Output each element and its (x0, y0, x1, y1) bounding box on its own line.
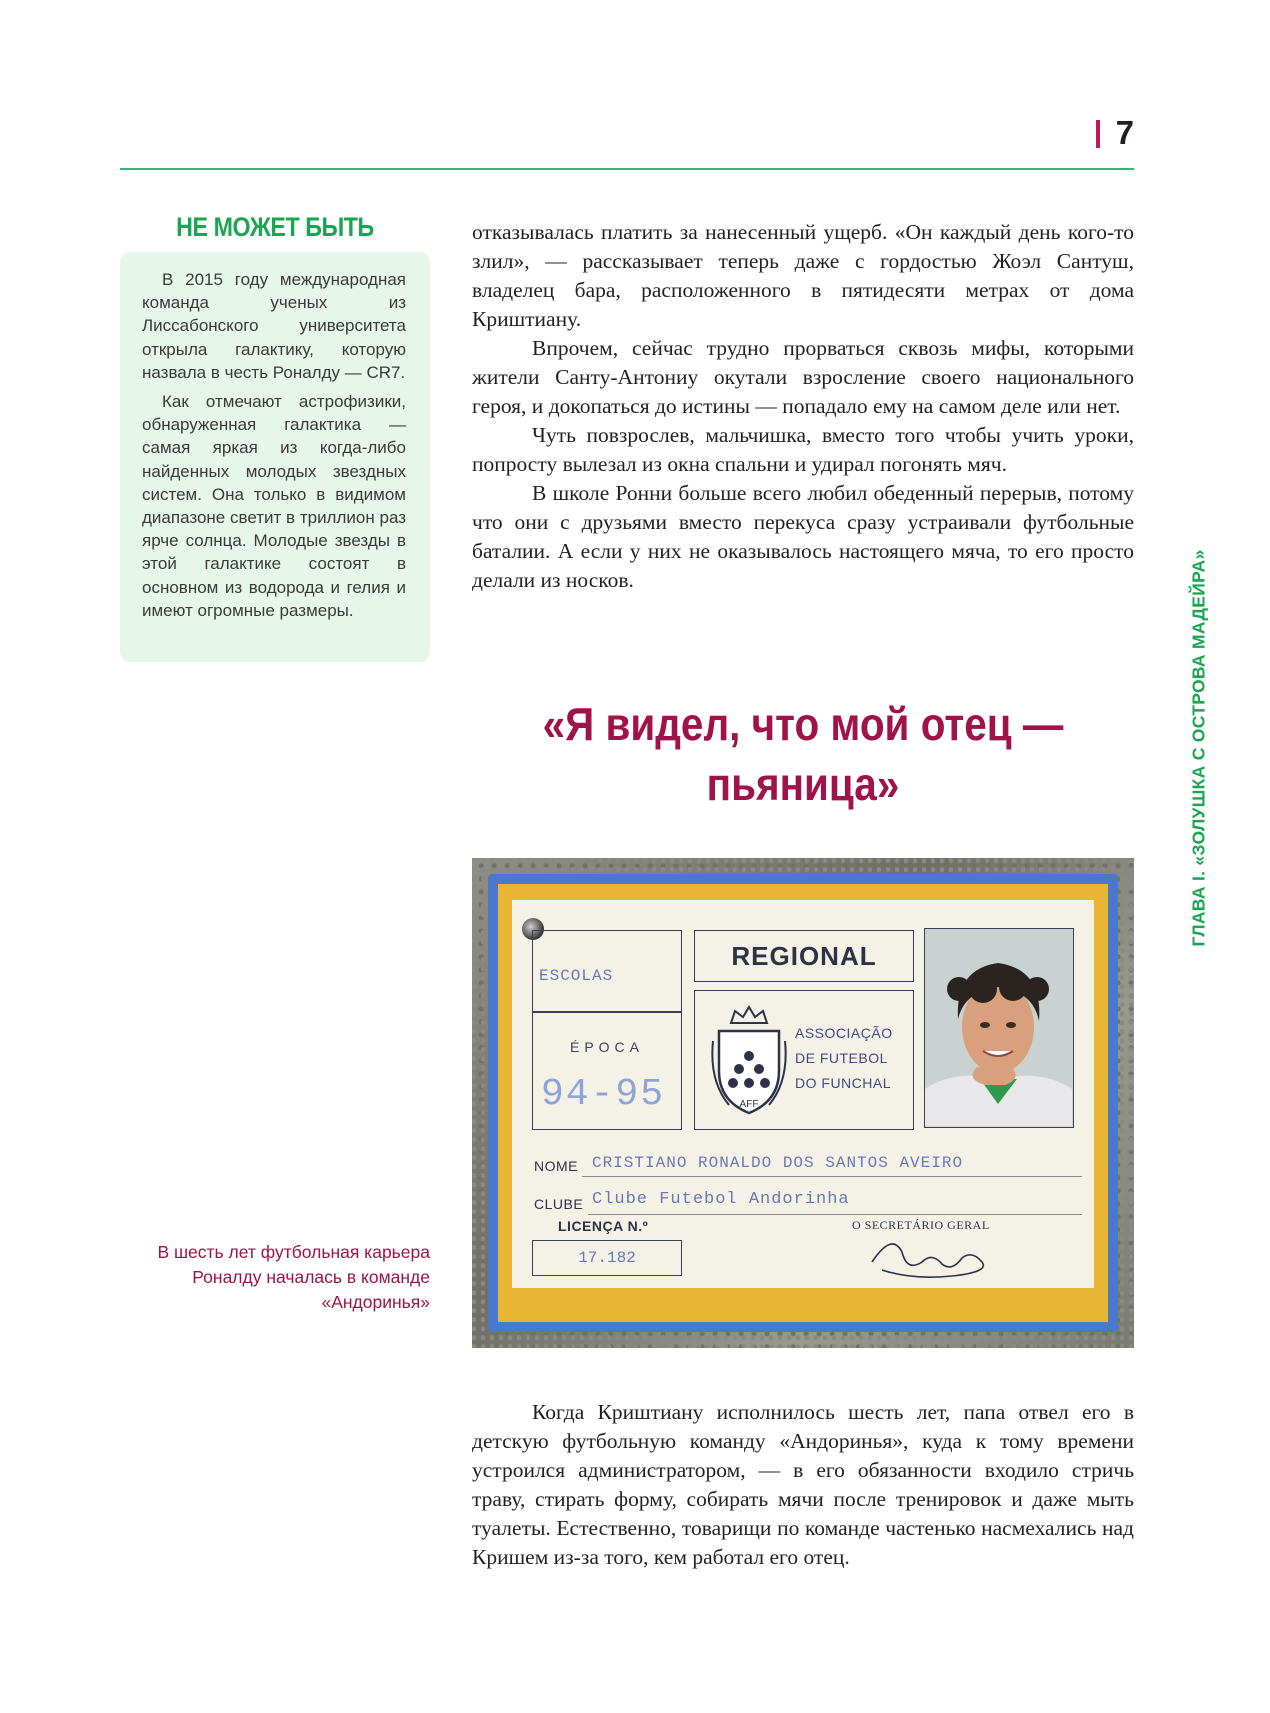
chapter-label-text: ГЛАВА I. «ЗОЛУШКА С ОСТРОВА МАДЕЙРА» (1188, 549, 1209, 947)
sidebar-box (120, 252, 430, 662)
epoca-label: ÉPOCA (569, 1039, 644, 1055)
association-line: ASSOCIAÇÃO (795, 1025, 893, 1041)
body-paragraph: В школе Ронни больше всего любил обеденный перерыв, потому что они с друзьями вместо перекуса сразу устраивали футбольные баталии. А если у них не оказывалось настоящего мяча, то его просто делали из носков. (472, 481, 1134, 592)
header-divider-bar (1096, 120, 1100, 148)
body-paragraph: Чуть повзрослев, мальчишка, вместо того чтобы учить уроки, попросту вылезал из окна спальни и удирал погонять мяч. (472, 423, 1134, 476)
nome-underline (582, 1176, 1082, 1177)
regional-label: REGIONAL (731, 941, 877, 971)
association-line: DO FUNCHAL (795, 1075, 892, 1091)
clube-underline (588, 1214, 1082, 1215)
season-value: 94-95 (541, 1073, 666, 1116)
header-rule (120, 168, 1134, 170)
photo-caption: В шесть лет футбольная карьера Роналду началась в команде «Андоринья» (157, 1242, 430, 1312)
escolas-box (532, 930, 682, 1130)
escolas-divider (533, 1011, 681, 1013)
body-paragraph: Когда Криштиану исполнилось шесть лет, папа отвел его в детскую футбольную команду «Андоринья», куда к тому времени устроился администратором, — в его обязанности входило стричь траву, стирать форму, собирать мячи после тренировок и даже мыть туалеты. Естественно, товарищи по команде частенько насмехались над Кришем из-за того, кем работал его отец. (472, 1400, 1134, 1569)
card-paper (512, 900, 1094, 1288)
association-text (795, 1021, 893, 1096)
chapter-label-vertical (1182, 538, 1216, 958)
sidebar-title: НЕ МОЖЕТ БЫТЬ (176, 212, 374, 242)
association-box (694, 990, 914, 1130)
association-line: DE FUTEBOL (795, 1050, 888, 1066)
nome-value: CRISTIANO RONALDO DOS SANTOS AVEIRO (592, 1154, 964, 1172)
nome-label: NOME (534, 1158, 578, 1174)
clube-label: CLUBE (534, 1196, 584, 1212)
licenca-label: LICENÇA N.º (558, 1218, 649, 1234)
signature-image (862, 1232, 1002, 1282)
secretary-label: O SECRETÁRIO GERAL (852, 1218, 990, 1232)
quote-heading-line-2: пьяница» (706, 758, 900, 810)
regional-box (694, 930, 914, 982)
body-text-top (472, 218, 1134, 595)
clube-value: Clube Futebol Andorinha (592, 1190, 850, 1209)
quote-heading (512, 694, 1095, 814)
sidebar-paragraph: В 2015 году международная команда ученых из Лиссабонского университета открыла галактику, которую назвала в честь Роналду — CR7. (142, 270, 406, 382)
body-text-bottom (472, 1398, 1134, 1572)
escolas-label: ESCOLAS (539, 967, 614, 985)
licenca-value: 17.182 (578, 1249, 636, 1267)
svg-text:AFF: AFF (739, 1099, 759, 1110)
body-paragraph: Впрочем, сейчас трудно прорваться сквозь мифы, которыми жители Санту-Антониу окутали взросление своего национального героя, и докопаться до истины — попадало ему на самом деле или нет. (472, 336, 1134, 418)
quote-heading-line-1: «Я видел, что мой отец — (542, 698, 1064, 750)
page-header (120, 110, 1134, 170)
child-portrait-image (925, 929, 1072, 1126)
licenca-box (532, 1240, 682, 1276)
license-card-photo (472, 858, 1134, 1348)
body-paragraph: отказывалась платить за нанесенный ущерб. «Он каждый день кого-то злил», — рассказывает теперь даже с гордостью Жоэл Сантуш, владелец бара, расположенного в пятидесяти метрах от дома Криштиану. (472, 220, 1134, 331)
page-number: 7 (1115, 114, 1134, 151)
player-photo (924, 928, 1074, 1128)
sidebar-paragraph: Как отмечают астрофизики, обнаруженная галактика — самая яркая из когда-либо найденных молодых звездных систем. Она только в видимом диапазоне светит в триллион раз ярче солнца. Молодые звезды в этой галактике состоят в основном из водорода и гелия и имеют огромные размеры. (142, 392, 406, 620)
crest-icon (709, 1001, 789, 1119)
